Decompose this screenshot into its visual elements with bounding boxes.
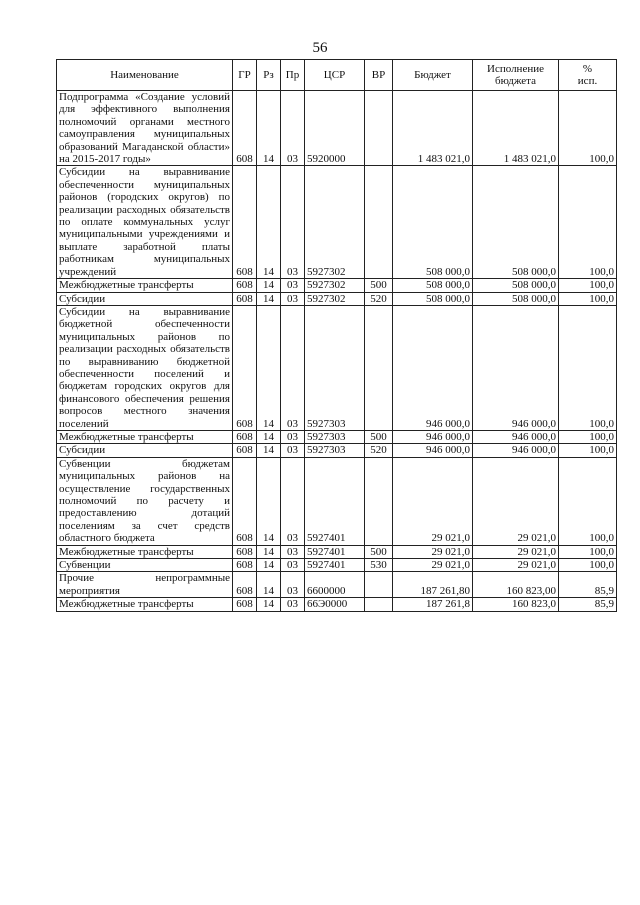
cell-csr: 5927401: [305, 559, 365, 572]
cell-percent: 85,9: [559, 598, 617, 611]
table-row: [57, 444, 617, 457]
cell-execution: 508 000,0: [473, 166, 559, 279]
table-row: [57, 279, 617, 292]
cell-vr: [365, 305, 393, 430]
cell-gr: 608: [233, 444, 257, 457]
cell-pr: 03: [281, 430, 305, 443]
cell-execution: 946 000,0: [473, 444, 559, 457]
cell-percent: 100,0: [559, 457, 617, 545]
cell-gr: 608: [233, 279, 257, 292]
cell-execution: 29 021,0: [473, 545, 559, 558]
cell-budget: 508 000,0: [393, 292, 473, 305]
cell-percent: 100,0: [559, 444, 617, 457]
cell-vr: [365, 572, 393, 598]
cell-vr: 520: [365, 292, 393, 305]
cell-rz: 14: [257, 292, 281, 305]
header-execution-line1: Исполнение: [487, 63, 544, 75]
cell-percent: 100,0: [559, 559, 617, 572]
header-execution-line2: бюджета: [494, 75, 536, 87]
budget-table: [56, 59, 617, 612]
cell-percent: 100,0: [559, 166, 617, 279]
cell-vr: [365, 598, 393, 611]
header-name: Наименование: [57, 60, 233, 91]
table-row: [57, 545, 617, 558]
cell-execution: 508 000,0: [473, 279, 559, 292]
cell-gr: 608: [233, 559, 257, 572]
cell-gr: 608: [233, 91, 257, 166]
cell-percent: 100,0: [559, 292, 617, 305]
cell-budget: 946 000,0: [393, 444, 473, 457]
cell-rz: 14: [257, 305, 281, 430]
cell-csr: 5927303: [305, 430, 365, 443]
cell-execution: 29 021,0: [473, 457, 559, 545]
cell-execution: 508 000,0: [473, 292, 559, 305]
header-budget: Бюджет: [393, 60, 473, 91]
header-execution: [473, 60, 559, 91]
cell-name: Субсидии на выравнивание бюджетной обеспеченности муниципальных районов по реализации расходных обязательств по выравниванию бюджетной обеспеченности поселений и бюджетам городских округов для финансового обеспечения решения вопросов местного значения поселений: [57, 305, 233, 430]
cell-execution: 946 000,0: [473, 305, 559, 430]
cell-name: Подпрограмма «Создание условий для эффективного выполнения полномочий органами местного самоуправления муниципальных образований Магаданской области» на 2015-2017 годы»: [57, 91, 233, 166]
cell-percent: 100,0: [559, 545, 617, 558]
cell-name: Субсидии: [57, 292, 233, 305]
cell-pr: 03: [281, 598, 305, 611]
cell-name: Субсидии на выравнивание обеспеченности муниципальных районов (городских округов) по реализации расходных обязательств по оплате коммунальных услуг муниципальными учреждениями и выплате заработной платы работникам муниципальных учреждений: [57, 166, 233, 279]
cell-csr: 5927303: [305, 305, 365, 430]
cell-csr: 6600000: [305, 572, 365, 598]
cell-csr: 5927303: [305, 444, 365, 457]
cell-vr: 500: [365, 430, 393, 443]
cell-gr: 608: [233, 545, 257, 558]
cell-csr: 5927401: [305, 457, 365, 545]
cell-csr: 5927302: [305, 166, 365, 279]
cell-name: Субвенции: [57, 559, 233, 572]
header-rz: Рз: [257, 60, 281, 91]
cell-rz: 14: [257, 545, 281, 558]
cell-execution: 160 823,0: [473, 598, 559, 611]
cell-gr: 608: [233, 305, 257, 430]
table-row: [57, 559, 617, 572]
table-row: [57, 91, 617, 166]
cell-percent: 85,9: [559, 572, 617, 598]
cell-csr: 66Э0000: [305, 598, 365, 611]
cell-pr: 03: [281, 559, 305, 572]
cell-percent: 100,0: [559, 305, 617, 430]
cell-percent: 100,0: [559, 430, 617, 443]
cell-pr: 03: [281, 572, 305, 598]
cell-budget: 508 000,0: [393, 279, 473, 292]
cell-gr: 608: [233, 457, 257, 545]
cell-budget: 29 021,0: [393, 559, 473, 572]
cell-rz: 14: [257, 166, 281, 279]
cell-csr: 5927302: [305, 279, 365, 292]
header-percent-line2: исп.: [577, 75, 598, 87]
cell-pr: 03: [281, 292, 305, 305]
cell-rz: 14: [257, 279, 281, 292]
cell-budget: 29 021,0: [393, 457, 473, 545]
cell-pr: 03: [281, 279, 305, 292]
table-row: [57, 457, 617, 545]
cell-rz: 14: [257, 430, 281, 443]
cell-name: Межбюджетные трансферты: [57, 430, 233, 443]
cell-percent: 100,0: [559, 279, 617, 292]
cell-vr: [365, 91, 393, 166]
cell-execution: 29 021,0: [473, 559, 559, 572]
cell-vr: 530: [365, 559, 393, 572]
cell-pr: 03: [281, 545, 305, 558]
cell-percent: 100,0: [559, 91, 617, 166]
cell-rz: 14: [257, 457, 281, 545]
cell-budget: 187 261,8: [393, 598, 473, 611]
cell-budget: 29 021,0: [393, 545, 473, 558]
table-header-row: [57, 60, 617, 91]
header-vr: ВР: [365, 60, 393, 91]
cell-pr: 03: [281, 457, 305, 545]
cell-csr: 5920000: [305, 91, 365, 166]
cell-name: Субсидии: [57, 444, 233, 457]
cell-vr: 500: [365, 279, 393, 292]
table-row: [57, 166, 617, 279]
header-csr: ЦСР: [305, 60, 365, 91]
table-row: [57, 292, 617, 305]
cell-name: Межбюджетные трансферты: [57, 545, 233, 558]
cell-vr: [365, 166, 393, 279]
cell-rz: 14: [257, 559, 281, 572]
table-row: [57, 430, 617, 443]
cell-gr: 608: [233, 598, 257, 611]
cell-rz: 14: [257, 598, 281, 611]
cell-gr: 608: [233, 430, 257, 443]
cell-name: Субвенции бюджетам муниципальных районов на осуществление государственных полномочий по расчету и предоставлению дотаций поселениям за счет средств областного бюджета: [57, 457, 233, 545]
cell-execution: 946 000,0: [473, 430, 559, 443]
header-pr: Пр: [281, 60, 305, 91]
header-gr: ГР: [233, 60, 257, 91]
table-body: [57, 91, 617, 612]
header-percent: [559, 60, 617, 91]
cell-budget: 946 000,0: [393, 430, 473, 443]
cell-rz: 14: [257, 444, 281, 457]
cell-gr: 608: [233, 572, 257, 598]
cell-pr: 03: [281, 166, 305, 279]
cell-vr: [365, 457, 393, 545]
cell-csr: 5927302: [305, 292, 365, 305]
cell-budget: 187 261,80: [393, 572, 473, 598]
cell-csr: 5927401: [305, 545, 365, 558]
cell-rz: 14: [257, 91, 281, 166]
cell-pr: 03: [281, 91, 305, 166]
cell-execution: 1 483 021,0: [473, 91, 559, 166]
cell-execution: 160 823,00: [473, 572, 559, 598]
table-row: [57, 572, 617, 598]
cell-budget: 508 000,0: [393, 166, 473, 279]
table-row: [57, 305, 617, 430]
table-row: [57, 598, 617, 611]
cell-vr: 520: [365, 444, 393, 457]
cell-vr: 500: [365, 545, 393, 558]
cell-gr: 608: [233, 166, 257, 279]
cell-pr: 03: [281, 444, 305, 457]
cell-name: Прочие непрограммные мероприятия: [57, 572, 233, 598]
cell-name: Межбюджетные трансферты: [57, 598, 233, 611]
cell-budget: 946 000,0: [393, 305, 473, 430]
cell-rz: 14: [257, 572, 281, 598]
cell-pr: 03: [281, 305, 305, 430]
cell-name: Межбюджетные трансферты: [57, 279, 233, 292]
page-number: 56: [312, 40, 328, 56]
cell-gr: 608: [233, 292, 257, 305]
cell-budget: 1 483 021,0: [393, 91, 473, 166]
header-percent-line1: %: [582, 63, 593, 75]
